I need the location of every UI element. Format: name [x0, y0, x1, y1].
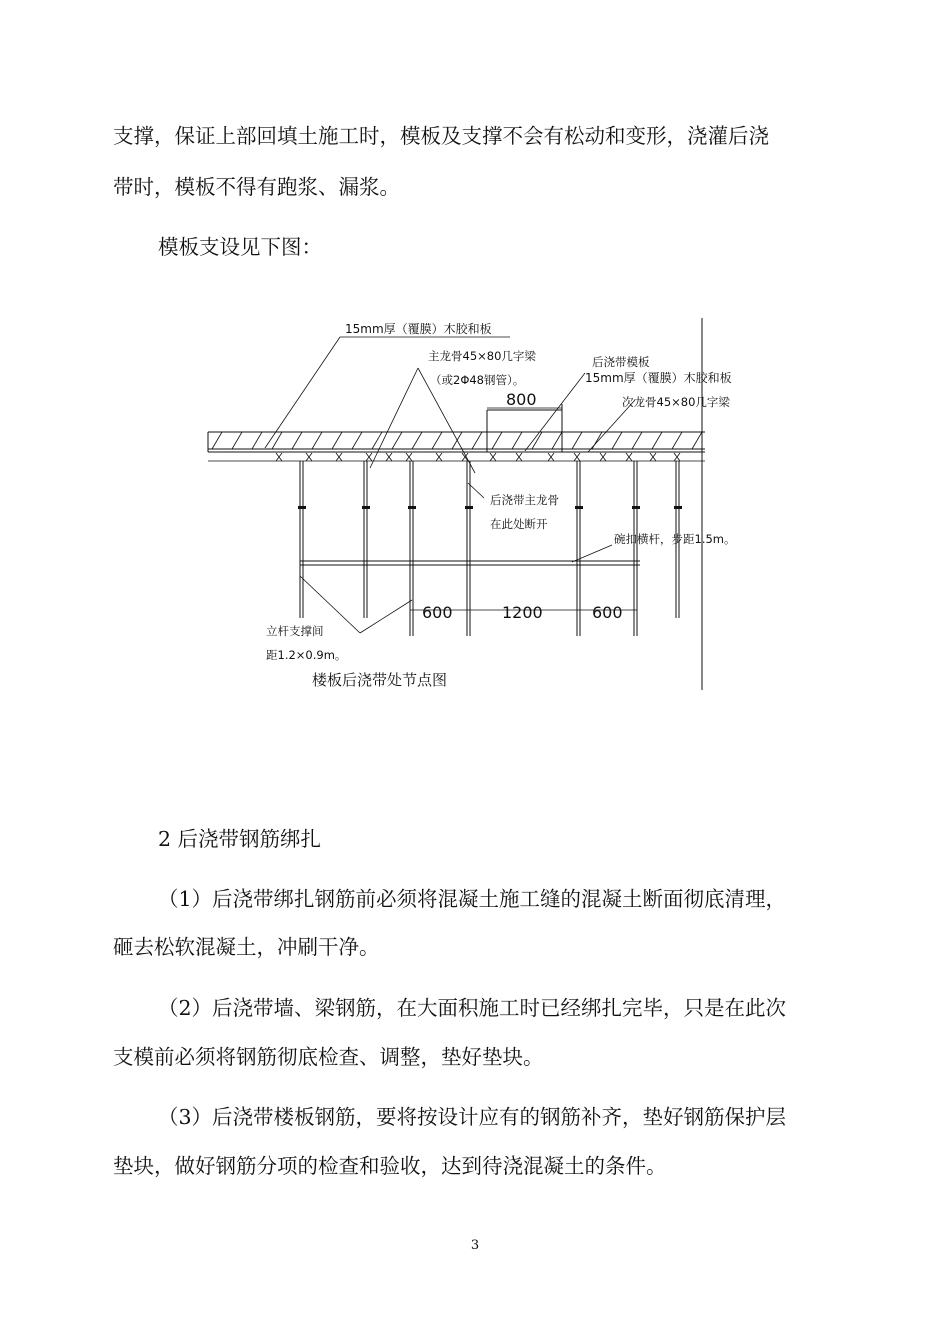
slab — [208, 432, 705, 452]
dim-800: 800 — [506, 390, 537, 409]
dim-600-left: 600 — [422, 603, 453, 622]
label-main-joist-alt: （或2Φ48钢管）。 — [430, 373, 525, 387]
secondary-joists — [208, 453, 705, 461]
paragraph-line: 模板支设见下图： — [158, 235, 322, 259]
paragraph-line: 垫块，做好钢筋分项的检查和验收，达到待浇混凝土的条件。 — [113, 1154, 667, 1178]
paragraph-line: 砸去松软混凝土，冲刷干净。 — [113, 935, 380, 959]
paragraph-line: 带时，模板不得有跑浆、漏浆。 — [113, 175, 400, 199]
label-pole-2: 距1.2×0.9m。 — [266, 648, 347, 662]
section-heading: 2 后浇带钢筋绑扎 — [158, 827, 322, 851]
paragraph-line: （3）后浇带楼板钢筋，要将按设计应有的钢筋补齐，垫好钢筋保护层 — [158, 1105, 787, 1129]
label-plywood-right: 15mm厚（覆膜）木胶和板 — [585, 371, 732, 385]
label-break-2: 在此处断开 — [490, 517, 548, 531]
figure-caption: 楼板后浇带处节点图 — [312, 671, 448, 689]
paragraph-line: 支撑，保证上部回填土施工时，模板及支撑不会有松动和变形，浇灌后浇 — [113, 124, 769, 148]
dim-1200: 1200 — [502, 603, 543, 622]
label-band-formwork: 后浇带模板 — [592, 355, 650, 369]
paragraph-line: 支模前必须将钢筋彻底检查、调整，垫好垫块。 — [113, 1045, 544, 1069]
label-plywood-top: 15mm厚（覆膜）木胶和板 — [345, 322, 492, 336]
slab-post-pour-band-node-diagram — [200, 318, 760, 698]
label-main-joist: 主龙骨45×80几字梁 — [428, 349, 536, 363]
page-number: 3 — [470, 1238, 480, 1253]
paragraph-line: （1）后浇带绑扎钢筋前必须将混凝土施工缝的混凝土断面彻底清理， — [158, 887, 787, 911]
label-ledger: 碗扣横杆，步距1.5m。 — [614, 532, 736, 546]
label-secondary-joist: 次龙骨45×80几字梁 — [622, 395, 730, 409]
paragraph-line: （2）后浇带墙、梁钢筋，在大面积施工时已经绑扎完毕，只是在此次 — [158, 996, 787, 1020]
dimension-lines — [410, 408, 637, 610]
label-pole-1: 立杆支撑间 — [266, 624, 324, 638]
label-break-1: 后浇带主龙骨 — [490, 493, 559, 507]
dim-600-right: 600 — [592, 603, 623, 622]
band-formwork — [487, 404, 562, 452]
